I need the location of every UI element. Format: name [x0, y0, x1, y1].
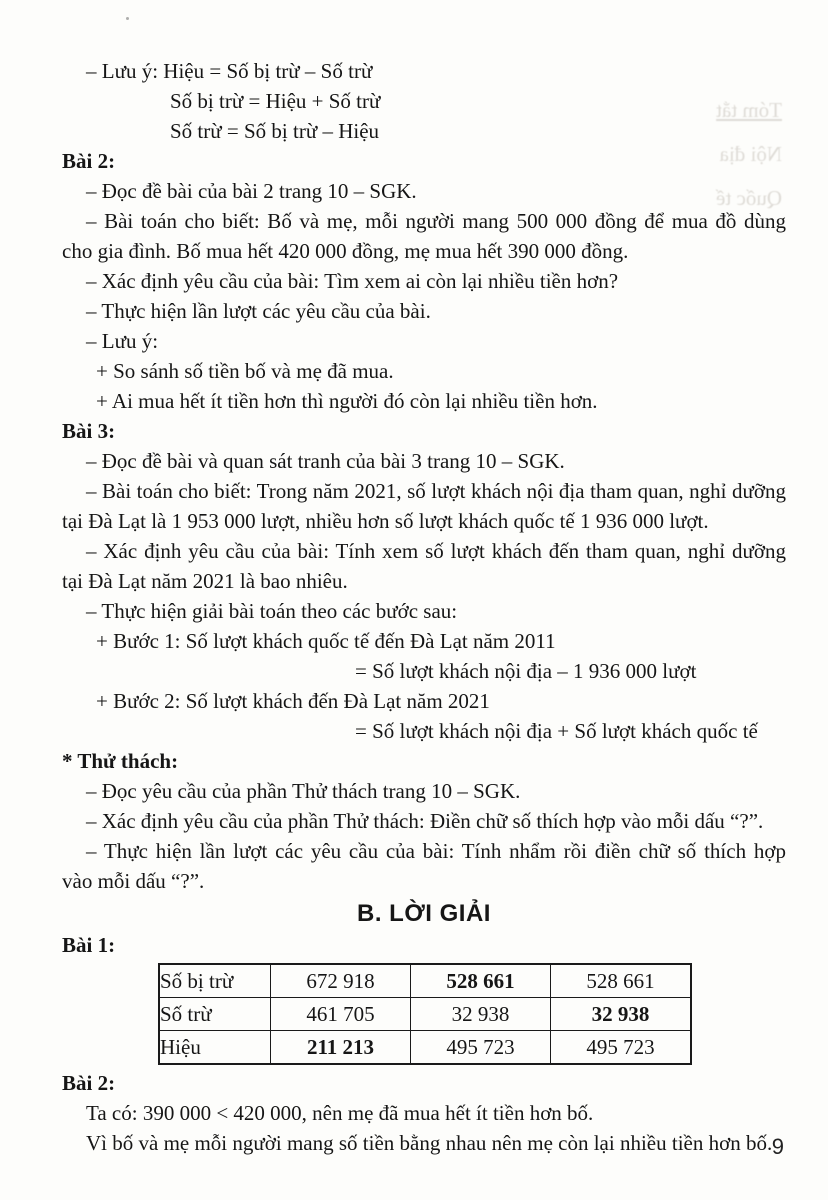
instruction-line: – Xác định yêu cầu của phần Thử thách: Điền chữ số thích hợp vào mỗi dấu “?”. [86, 809, 764, 833]
instruction-line: – Lưu ý: [86, 329, 159, 353]
instruction-line: – Xác định yêu cầu của bài: Tìm xem ai còn lại nhiều tiền hơn? [86, 269, 619, 293]
instruction-line: – Thực hiện giải bài toán theo các bước sau: [86, 599, 458, 623]
challenge-heading: * Thử thách: [62, 749, 179, 773]
sub-instruction-line: + Ai mua hết ít tiền hơn thì người đó còn lại nhiều tiền hơn. [96, 389, 598, 413]
instruction-line: – Thực hiện lần lượt các yêu cầu của bài: Tính nhẩm rồi điền chữ số thích hợp [86, 839, 786, 863]
instruction-line: – Thực hiện lần lượt các yêu cầu của bài. [86, 299, 431, 323]
equation-line: = Số lượt khách nội địa + Số lượt khách quốc tế [355, 719, 758, 743]
formula-line: Số bị trừ = Hiệu + Số trừ [170, 89, 381, 113]
instruction-line: – Xác định yêu cầu của bài: Tính xem số lượt khách đến tham quan, nghỉ dưỡng [86, 539, 786, 563]
value-cell: 495 723 [411, 1031, 551, 1065]
continuation-line: vào mỗi dấu “?”. [62, 869, 205, 893]
exercise-2-heading: Bài 2: [62, 149, 116, 173]
value-cell: 32 938 [411, 998, 551, 1031]
solution-exercise-1-label: Bài 1: [62, 933, 116, 957]
table-row [159, 998, 691, 1031]
value-cell-answer: 211 213 [271, 1031, 411, 1065]
row-header-cell: Số bị trừ [159, 964, 271, 998]
continuation-line: cho gia đình. Bố mua hết 420 000 đồng, mẹ mua hết 390 000 đồng. [62, 239, 629, 263]
solution-line: Vì bố và mẹ mỗi người mang số tiền bằng nhau nên mẹ còn lại nhiều tiền hơn bố. [86, 1131, 773, 1155]
sub-instruction-line: + So sánh số tiền bố và mẹ đã mua. [96, 359, 394, 383]
value-cell: 461 705 [271, 998, 411, 1031]
note-luu-y-line: – Lưu ý: Hiệu = Số bị trừ – Số trừ [86, 59, 373, 83]
value-cell: 528 661 [551, 964, 692, 998]
value-cell: 672 918 [271, 964, 411, 998]
instruction-line: – Bài toán cho biết: Trong năm 2021, số lượt khách nội địa tham quan, nghỉ dưỡng [86, 479, 786, 503]
bleed-through-line: Tóm tắt [716, 98, 782, 122]
page-body [62, 56, 786, 1158]
solution-section-heading: B. LỜI GIẢI [357, 900, 491, 927]
equation-line: = Số lượt khách nội địa – 1 936 000 lượt [355, 659, 697, 683]
table-row [159, 964, 691, 998]
formula-line: Số trừ = Số bị trừ – Hiệu [170, 119, 380, 143]
exercise-3-heading: Bài 3: [62, 419, 116, 443]
page-number: 9 [771, 1134, 784, 1159]
solution-line: Ta có: 390 000 < 420 000, nên mẹ đã mua hết ít tiền hơn bố. [86, 1101, 594, 1125]
continuation-line: tại Đà Lạt là 1 953 000 lượt, nhiều hơn số lượt khách quốc tế 1 936 000 lượt. [62, 509, 709, 533]
instruction-line: – Bài toán cho biết: Bố và mẹ, mỗi người mang 500 000 đồng để mua đồ dùng [86, 209, 786, 233]
row-header-cell: Hiệu [159, 1031, 271, 1065]
bleed-through-line: Quốc tế [716, 186, 782, 210]
solution-exercise-2-label: Bài 2: [62, 1071, 116, 1095]
table-row [159, 1031, 691, 1065]
value-cell-answer: 528 661 [411, 964, 551, 998]
scan-speck-artifact [126, 17, 129, 20]
value-cell: 495 723 [551, 1031, 692, 1065]
step-1-line: + Bước 1: Số lượt khách quốc tế đến Đà Lạt năm 2011 [96, 629, 556, 653]
exercise-1-answer-table [158, 963, 692, 1065]
instruction-line: – Đọc yêu cầu của phần Thử thách trang 10 – SGK. [86, 779, 521, 803]
instruction-line: – Đọc đề bài của bài 2 trang 10 – SGK. [86, 179, 417, 203]
instruction-line: – Đọc đề bài và quan sát tranh của bài 3 trang 10 – SGK. [86, 449, 565, 473]
value-cell-answer: 32 938 [551, 998, 692, 1031]
step-2-line: + Bước 2: Số lượt khách đến Đà Lạt năm 2021 [96, 689, 490, 713]
row-header-cell: Số trừ [159, 998, 271, 1031]
bleed-through-line: Nội địa [719, 142, 782, 166]
continuation-line: tại Đà Lạt năm 2021 là bao nhiêu. [62, 569, 348, 593]
